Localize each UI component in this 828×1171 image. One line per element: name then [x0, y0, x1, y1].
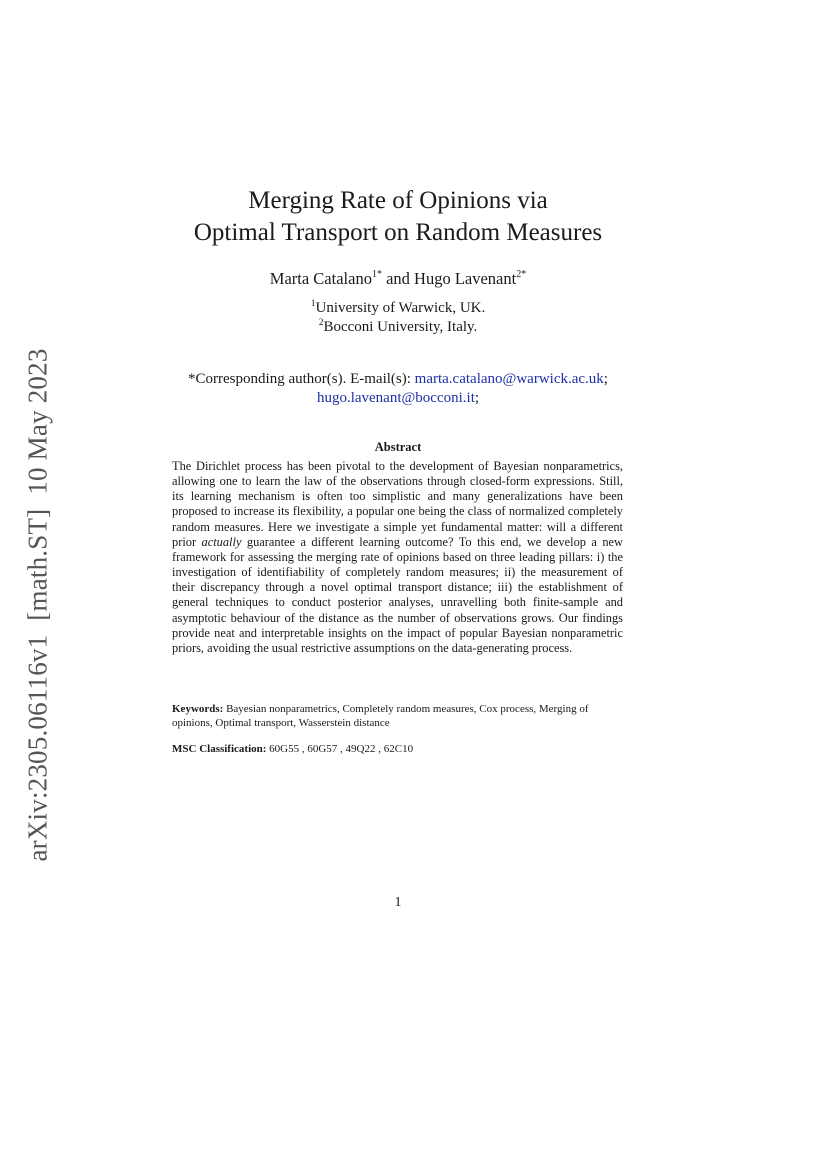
- email-separator: ;: [474, 390, 480, 406]
- email-separator: ;: [603, 371, 608, 387]
- affiliation-mark: 2: [318, 318, 324, 328]
- corresponding-authors: [0, 370, 796, 408]
- author-list: [0, 268, 796, 290]
- author-mark: 1*: [371, 269, 382, 280]
- corresponding-line-2: [0, 389, 796, 408]
- author-name: Marta Catalano: [269, 269, 372, 288]
- affiliations: [0, 299, 796, 337]
- affiliation-line: [0, 318, 796, 337]
- arxiv-date: 10 May 2023: [22, 348, 53, 495]
- msc-label: MSC Classification:: [172, 743, 267, 755]
- abstract-emphasis: actually: [201, 534, 242, 549]
- affiliation-mark: 1: [310, 299, 316, 309]
- abstract-heading: Abstract: [374, 440, 422, 454]
- arxiv-category: [math.ST]: [22, 508, 53, 621]
- email-link[interactable]: marta.catalano@warwick.ac.uk: [414, 371, 604, 387]
- msc-classification: [172, 743, 623, 757]
- keywords-label: Keywords:: [172, 703, 224, 715]
- abstract-body: [172, 459, 623, 656]
- title-line-1: Merging Rate of Opinions via: [248, 187, 548, 214]
- affiliation-name: University of Warwick, UK.: [315, 300, 486, 316]
- abstract-text: The Dirichlet process has been pivotal to the development of Bayesian nonparametrics, allowing one to learn the law of the observations through closed-form expressions. Still, its learning mechanism is often too simplistic and many generalizations have been proposed to increase its flexibility, a popular one being the class of normalized completely random measures. Here we investigate a simple yet fundamental matter: will a different prior: [172, 459, 623, 549]
- email-link[interactable]: hugo.lavenant@bocconi.it: [316, 390, 475, 406]
- msc-codes: 60G55 , 60G57 , 49Q22 , 62C10: [266, 743, 414, 755]
- corresponding-line-1: [0, 370, 796, 389]
- author-mark: 2*: [516, 269, 527, 280]
- arxiv-sidebar-stamp: [23, 348, 54, 861]
- arxiv-id: arXiv:2305.06116v1: [22, 634, 53, 862]
- author-connector: and: [381, 269, 415, 288]
- affiliation-name: Bocconi University, Italy.: [323, 319, 478, 335]
- keywords: [172, 703, 623, 730]
- title-line-2: Optimal Transport on Random Measures: [193, 219, 603, 246]
- keywords-text: Bayesian nonparametrics, Completely random measures, Cox process, Merging of opinions, Optimal transport, Wasserstein distance: [172, 703, 589, 729]
- page-number: 1: [394, 895, 402, 910]
- affiliation-line: [0, 299, 796, 318]
- corresponding-prefix: *Corresponding author(s). E-mail(s):: [188, 371, 415, 387]
- paper-title: [0, 185, 796, 249]
- author-name: Hugo Lavenant: [414, 269, 517, 288]
- abstract-text: guarantee a different learning outcome? To this end, we develop a new framework for assessing the merging rate of opinions based on three leading pillars: i) the investigation of identifiability of completely random measures; ii) the measurement of their discrepancy through a novel optimal transport distance; iii) the establishment of general techniques to conduct posterior analyses, unravelling both finite-sample and asymptotic behaviour of the distance as the number of observations grows. Our findings provide neat and interpretable insights on the impact of popular Bayesian nonparametric priors, avoiding the usual restrictive assumptions on the data-generating process.: [172, 534, 623, 655]
